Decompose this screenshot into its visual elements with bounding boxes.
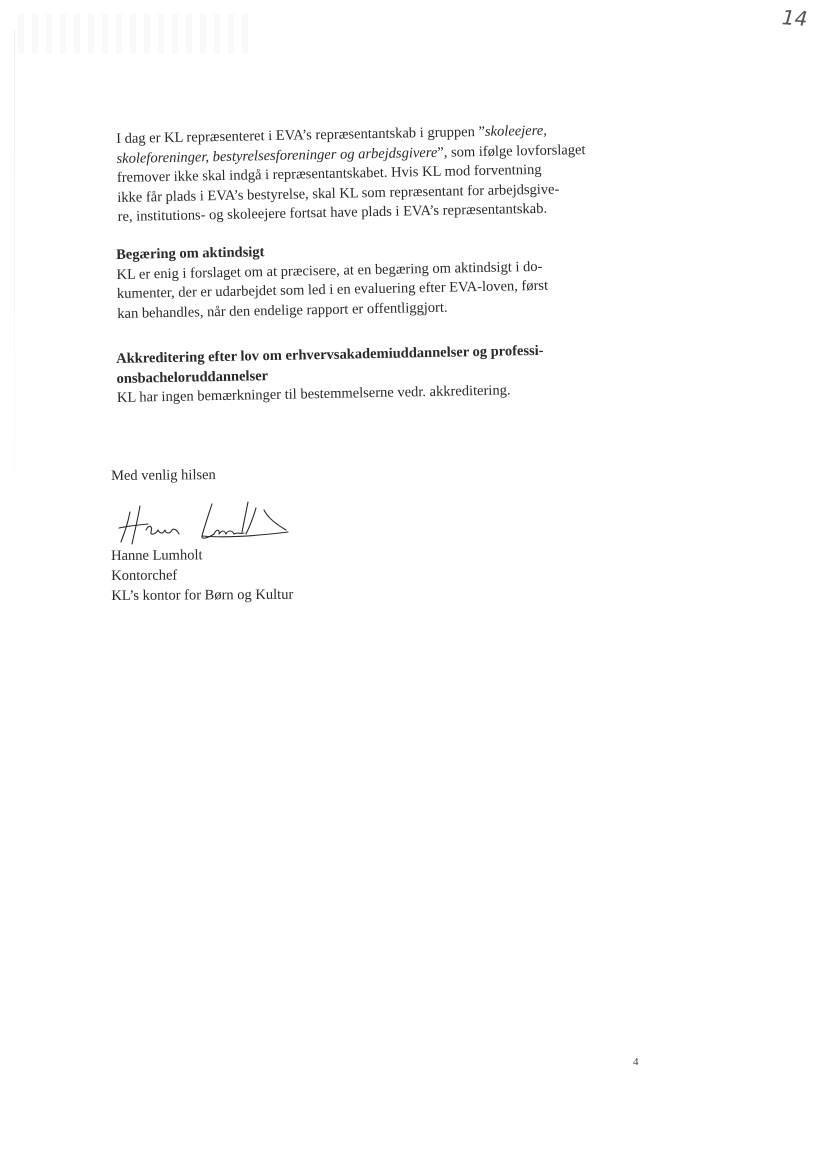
scan-artifact <box>18 14 248 54</box>
handwritten-page-number: 14 <box>781 5 809 31</box>
section-aktindsigt <box>116 238 549 324</box>
section-akkreditering <box>116 342 545 409</box>
italic-text-run: skoleforeninger, bestyrelsesforeninger og arbejdsgivere <box>116 144 438 167</box>
paragraph-line: kumenter, der er udarbejdet som led i en evaluering efter EVA-loven, først <box>116 277 549 302</box>
paragraph-line: kan behandles, når den endelige rapport er offentliggjort. <box>117 299 448 322</box>
heading-line: onsbacheloruddannelser <box>116 367 269 387</box>
closing-greeting: Med venlig hilsen <box>111 467 216 484</box>
scan-edge <box>14 30 15 470</box>
text-run: I dag er KL repræsenteret i EVA’s repræsentantskab i gruppen ” <box>116 123 486 147</box>
signer-block <box>111 545 293 606</box>
signature-image <box>116 500 296 548</box>
signer-title: Kontorchef <box>111 567 178 584</box>
paragraph-representation <box>116 121 587 227</box>
paragraph-line: ikke får plads i EVA’s bestyrelse, skal KL som repræsentant for arbejdsgive- <box>117 181 560 206</box>
signer-name: Hanne Lumholt <box>111 547 203 564</box>
paragraph-line: KL er enig i forslaget om at præcisere, at en begæring om aktindsigt i do- <box>116 258 543 283</box>
text-run: ”, som ifølge lovforslaget <box>437 141 586 161</box>
italic-text-run: skoleejere, <box>484 122 547 140</box>
heading-line: Akkreditering efter lov om erhvervsakademiuddannelser og professi- <box>116 342 544 367</box>
signer-office: KL’s kontor for Børn og Kultur <box>111 586 294 604</box>
paragraph-line: KL har ingen bemærkninger til bestemmelserne vedr. akkreditering. <box>116 382 511 406</box>
section-heading: Begæring om aktindsigt <box>116 244 265 263</box>
page-number: 4 <box>633 1056 639 1068</box>
paragraph-line: fremover ikke skal indgå i repræsentantskabet. Hvis KL mod forventning <box>116 161 542 186</box>
section-body <box>116 257 548 324</box>
paragraph-line: re, institutions- og skoleejere fortsat have plads i EVA’s repræsentantskab. <box>117 200 548 225</box>
